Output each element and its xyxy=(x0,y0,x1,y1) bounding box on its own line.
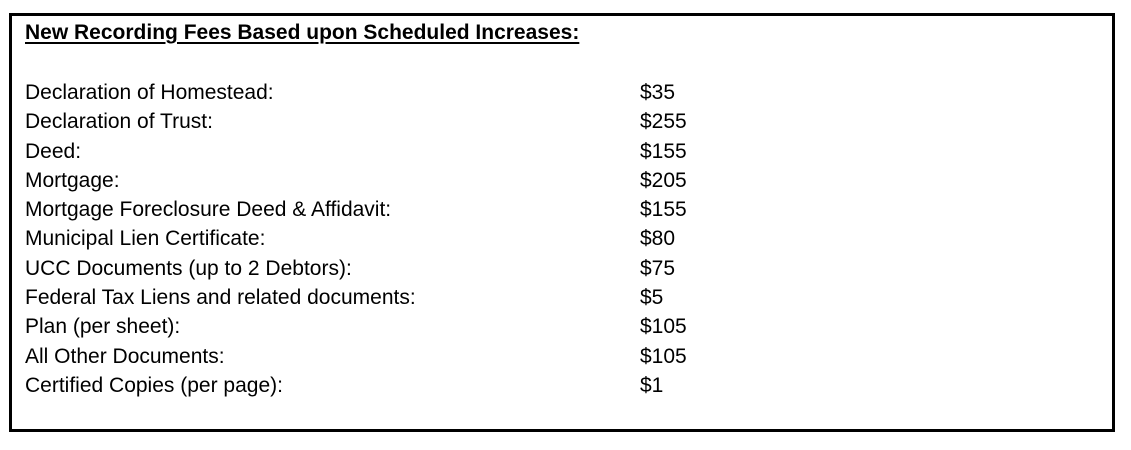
fee-label: Mortgage Foreclosure Deed & Affidavit: xyxy=(25,198,392,222)
fee-amount: $255 xyxy=(640,110,687,134)
fee-row-mortgage xyxy=(25,166,760,195)
fee-row-all-other-documents xyxy=(25,342,760,371)
fee-label: Deed: xyxy=(25,139,82,163)
fee-label: Certified Copies (per page): xyxy=(25,373,283,397)
fee-row-plan xyxy=(25,312,760,341)
fee-amount: $1 xyxy=(640,373,664,397)
fee-row-ucc-documents xyxy=(25,254,760,283)
fee-schedule-title: New Recording Fees Based upon Scheduled Increases: xyxy=(25,21,580,44)
fee-label: Mortgage: xyxy=(25,168,120,192)
fee-amount: $155 xyxy=(640,198,687,222)
fee-schedule-box xyxy=(9,13,1115,432)
fee-label: Municipal Lien Certificate: xyxy=(25,227,266,251)
fee-amount: $80 xyxy=(640,227,676,251)
fee-label: Federal Tax Liens and related documents: xyxy=(25,286,416,310)
fee-amount: $205 xyxy=(640,168,687,192)
fee-amount: $105 xyxy=(640,344,687,368)
fee-amount: $105 xyxy=(640,315,687,339)
fee-amount: $5 xyxy=(640,286,664,310)
fee-list xyxy=(25,78,760,400)
fee-label: UCC Documents (up to 2 Debtors): xyxy=(25,256,352,280)
fee-label: All Other Documents: xyxy=(25,344,225,368)
fee-amount: $155 xyxy=(640,139,687,163)
fee-label: Declaration of Homestead: xyxy=(25,81,274,104)
fee-row-deed xyxy=(25,137,760,166)
fee-row-declaration-of-trust xyxy=(25,107,760,136)
fee-amount: $75 xyxy=(640,256,676,280)
fee-amount: $35 xyxy=(640,81,676,104)
fee-row-certified-copies xyxy=(25,371,760,400)
fee-row-federal-tax-liens xyxy=(25,283,760,312)
fee-row-municipal-lien-certificate xyxy=(25,224,760,253)
fee-label: Declaration of Trust: xyxy=(25,110,213,134)
fee-label: Plan (per sheet): xyxy=(25,315,181,339)
fee-row-declaration-of-homestead xyxy=(25,78,760,107)
fee-row-mortgage-foreclosure-deed xyxy=(25,195,760,224)
